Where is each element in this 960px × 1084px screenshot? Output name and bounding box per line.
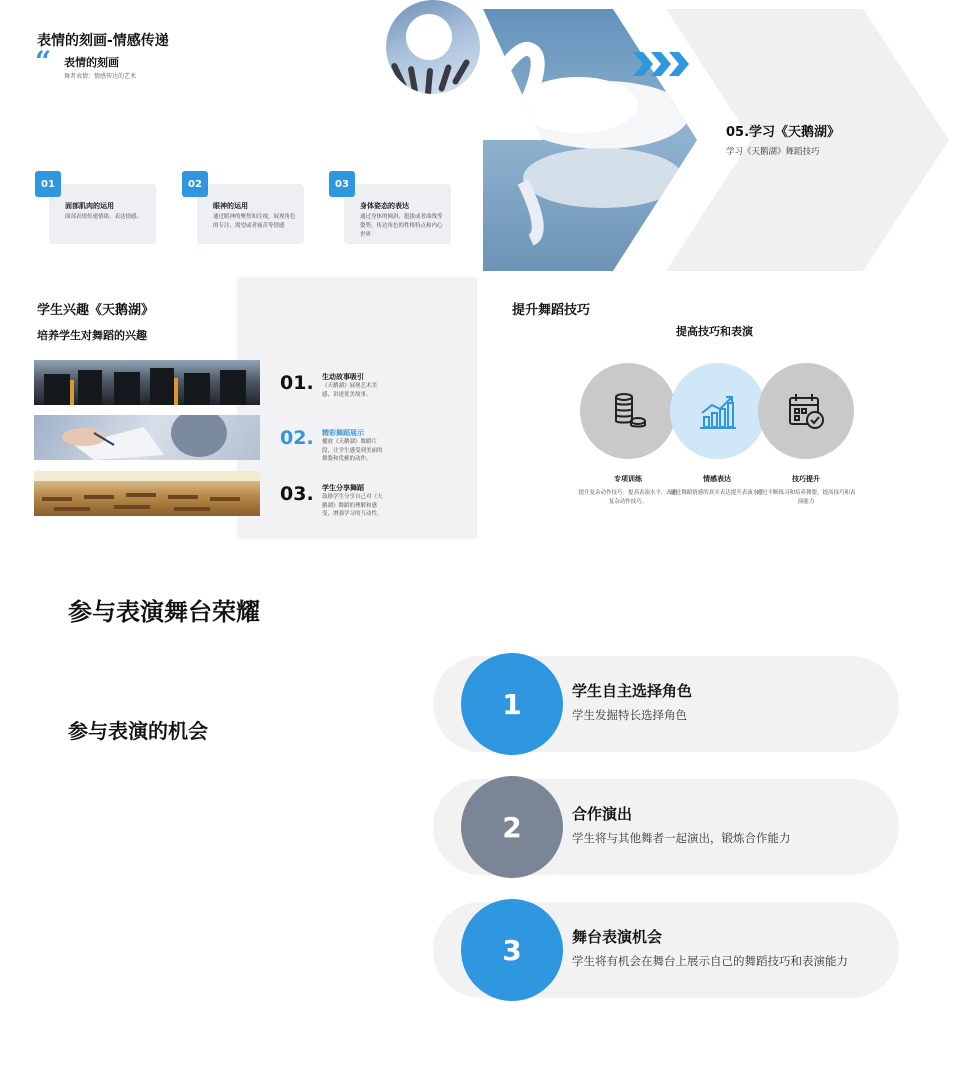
writing-photo xyxy=(34,415,260,460)
item-title: 学生分享舞蹈 xyxy=(322,484,364,492)
slide-expression xyxy=(0,0,483,271)
dancers-photo xyxy=(386,0,480,94)
slide-subtitle: 培养学生对舞蹈的兴趣 xyxy=(37,329,147,342)
classroom-photo xyxy=(34,471,260,516)
slide-title: 学生兴趣《天鹅湖》 xyxy=(37,303,155,318)
arm-shape xyxy=(425,68,433,94)
item-desc: 播放《天鹅湖》舞蹈片段，让学生感受到美丽的舞姿和优雅的动作。 xyxy=(322,439,383,462)
card-desc: 通过眼神的聚焦和注视，展现角色的专注、渴望或者痛苦等情感 xyxy=(213,214,296,229)
slide-performance xyxy=(0,545,960,1084)
slide-title: 提升舞蹈技巧 xyxy=(512,303,591,318)
coins-circle xyxy=(580,363,676,459)
opportunity-item xyxy=(433,656,899,752)
card-desc: 面部表情传递情绪、表达情感。 xyxy=(65,214,143,220)
slide-subtitle: 提高技巧和表演 xyxy=(676,325,753,338)
skill-desc: 通过舞蹈情感的真实表达提升表演水平 xyxy=(670,490,764,496)
skill-label: 情感表达 xyxy=(703,475,731,483)
opportunity-item xyxy=(433,779,899,875)
calendar-check-icon xyxy=(786,391,826,431)
arm-shape xyxy=(451,58,470,85)
item-desc: 《天鹅湖》展现艺术美感，讲述优美故事。 xyxy=(322,383,378,398)
slide-subtitle: 参与表演的机会 xyxy=(68,719,208,743)
opportunity-title: 合作演出 xyxy=(572,805,633,823)
card-number: 03 xyxy=(329,171,355,197)
opportunity-desc: 学生将与其他舞者一起演出，锻炼合作能力 xyxy=(572,831,791,845)
slide-subtitle: 学习《天鹅湖》舞蹈技巧 xyxy=(726,147,820,157)
skill-label: 专项训练 xyxy=(614,475,642,483)
item-number: 03. xyxy=(280,483,314,505)
quote-icon: “ xyxy=(35,45,52,78)
card-number: 01 xyxy=(35,171,61,197)
card-title: 眼神的运用 xyxy=(213,202,248,210)
opportunity-desc: 学生将有机会在舞台上展示自己的舞蹈技巧和表演能力 xyxy=(572,954,848,968)
growth-circle xyxy=(670,363,766,459)
arm-shape xyxy=(390,62,407,90)
step-number: 3 xyxy=(461,899,563,1001)
slide-title: 05.学习《天鹅湖》 xyxy=(726,125,841,140)
arm-shape xyxy=(438,64,452,92)
calendar-circle xyxy=(758,363,854,459)
card-face-muscle xyxy=(49,184,156,244)
arm-shape xyxy=(408,66,419,94)
graduation-photo xyxy=(34,360,260,405)
slide-title: 参与表演舞台荣耀 xyxy=(68,598,260,626)
coins-icon xyxy=(608,391,648,431)
slide-caption: 舞者表情：情感传达的艺术 xyxy=(64,73,137,80)
skill-desc: 提升复杂动作技巧：提高表演水平，改进复杂动作技巧。 xyxy=(578,490,678,505)
growth-chart-icon xyxy=(698,391,738,431)
photo-cutout xyxy=(406,14,452,60)
opportunity-title: 舞台表演机会 xyxy=(572,928,663,946)
slide-title: 表情的刻画-情感传递 xyxy=(37,33,169,49)
item-title: 精彩舞蹈展示 xyxy=(322,429,364,437)
skill-label: 技巧提升 xyxy=(792,475,820,483)
card-number: 02 xyxy=(182,171,208,197)
slide-student-interest xyxy=(0,271,483,545)
swan-chevron-graphic xyxy=(483,0,960,271)
skill-desc: 通过不断练习和培养舞姿，提高技巧和表演能力 xyxy=(756,490,856,505)
opportunity-title: 学生自主选择角色 xyxy=(572,682,693,700)
slide-swan-lake-intro xyxy=(483,0,960,271)
card-title: 身体姿态的表达 xyxy=(360,202,409,210)
item-title: 生动故事吸引 xyxy=(322,373,364,381)
step-number: 2 xyxy=(461,776,563,878)
item-desc: 鼓励学生分享自己对《天鹅湖》舞蹈的理解和感受，增强学习的互动性。 xyxy=(322,494,383,517)
step-number: 1 xyxy=(461,653,563,755)
slide-subtitle: 表情的刻画 xyxy=(64,56,119,69)
item-number: 02. xyxy=(280,427,314,449)
opportunity-item xyxy=(433,902,899,998)
opportunity-desc: 学生发掘特长选择角色 xyxy=(572,708,687,722)
card-posture xyxy=(344,184,451,244)
card-desc: 通过身体的倾斜、挺拔或者曲线等姿势，传达角色的性格特点和内心世界 xyxy=(360,214,443,238)
card-title: 面部肌肉的运用 xyxy=(65,202,114,210)
slide-dance-skills xyxy=(483,271,960,545)
card-eyes xyxy=(197,184,304,244)
item-number: 01. xyxy=(280,372,314,394)
